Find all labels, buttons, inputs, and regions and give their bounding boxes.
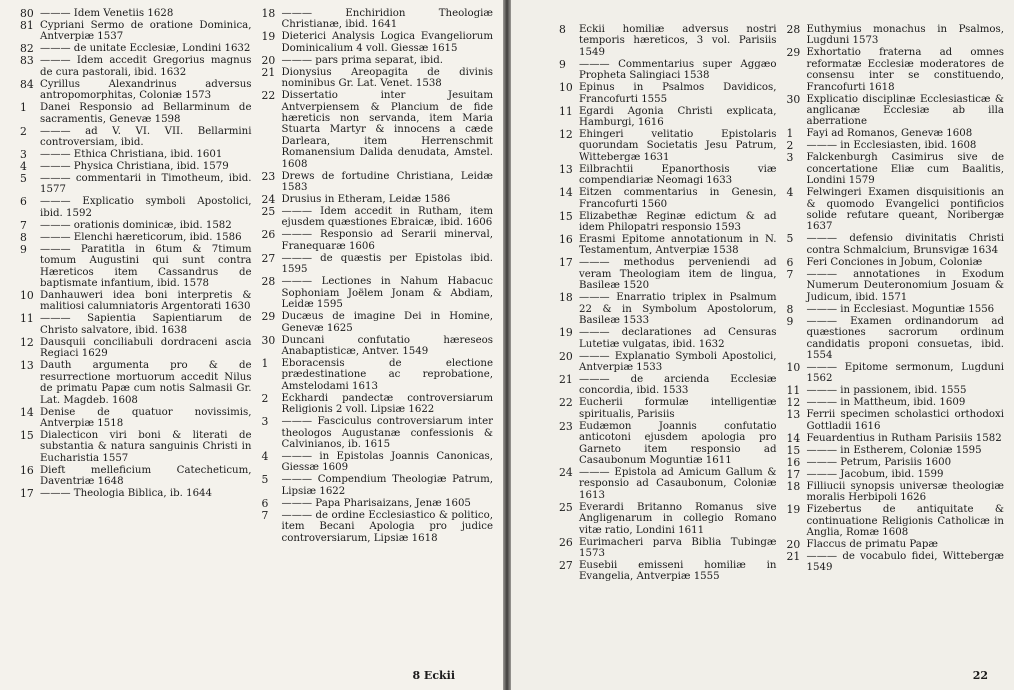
entry-text: ——— pars prima separat, ibid. [281, 54, 444, 66]
entry-number: 11 [20, 312, 34, 326]
catalog-entry [559, 397, 777, 420]
catalog-entry [559, 537, 777, 560]
entry-number: 14 [20, 405, 34, 419]
entry-text: Euthymius monachus in Psalmos, Lugduni 1573 [806, 24, 1004, 47]
catalog-entry [20, 126, 252, 149]
entry-text: Cyrillus Alexandrinus adversus antropomorphitas, Coloniæ 1573 [40, 78, 252, 102]
entry-number: 21 [261, 65, 276, 79]
entry-number: 23 [261, 169, 276, 183]
entry-text: Feuardentius in Rutham Parisiis 1582 [806, 432, 1002, 444]
entry-text: ——— Enchiridion Theologiæ Christianæ, ibid. 1641 [281, 8, 493, 31]
entry-text: ——— Fasciculus controversiarum inter theologos Augustanæ confessionis & Calvinianos, ib. 1615 [281, 416, 493, 450]
catalog-entry [787, 469, 1005, 480]
entry-text: ——— de arcienda Ecclesiæ concordia, ibid. 1533 [579, 373, 777, 397]
catalog-entry [787, 551, 1005, 574]
entry-text: ——— in Mattheum, ibid. 1609 [806, 397, 966, 409]
entry-number: 10 [786, 360, 801, 374]
entry-number: 5 [261, 473, 269, 487]
entry-text: Fizebertus de antiquitate & continuatione Religionis Catholicæ in Anglia, Romæ 1608 [806, 504, 1004, 538]
entry-text: Dionysius Areopagita de divinis nominibus Gr. Lat. Venet. 1538 [281, 66, 493, 90]
entry-text: ——— annotationes in Exodum Numerum Deuteronomium Josuam & Judicum, ibid. 1571 [806, 268, 1004, 303]
entry-text: ——— Petrum, Parisiis 1600 [806, 456, 952, 468]
catalog-entry [787, 257, 1005, 268]
entry-text: ——— in passionem, ibid. 1555 [806, 385, 967, 397]
entry-number: 11 [559, 104, 573, 118]
catalog-entry [262, 8, 494, 31]
catalog-entry [559, 129, 777, 163]
entry-text: Fayi ad Romanos, Genevæ 1608 [806, 128, 973, 140]
catalog-entry [559, 24, 777, 58]
entry-number: 1 [20, 101, 27, 115]
catalog-entry [20, 55, 252, 78]
catalog-entry [787, 481, 1005, 504]
entry-number: 8 [20, 230, 27, 244]
entry-number: 20 [559, 349, 573, 363]
entry-text: ——— declarationes ad Censuras Lutetiæ vulgatas, ibid. 1632 [579, 327, 777, 350]
right-page-column-2 [787, 24, 1005, 690]
catalog-entry [20, 407, 252, 430]
entry-number: 3 [786, 151, 794, 165]
catalog-entry [787, 385, 1005, 396]
entry-number: 15 [786, 443, 801, 457]
entry-text: ——— Theologia Biblica, ib. 1644 [40, 488, 213, 500]
entry-number: 14 [559, 186, 573, 200]
catalog-entry [262, 474, 494, 497]
entry-text: Ducæus de imagine Dei in Homine, Genevæ 1625 [281, 311, 493, 334]
entry-text: ——— Enarratio triplex in Psalmum 22 & in Symbolum Apostolorum, Basileæ 1533 [579, 292, 777, 327]
catalog-entry [787, 457, 1005, 468]
entry-text: ——— Lectiones in Nahum Habacuc Sophoniam Joëlem Jonam & Abdiam, Leidæ 1595 [281, 276, 493, 311]
catalog-entry [262, 335, 494, 358]
catchword: 8 Eckii [412, 669, 455, 682]
entry-number: 30 [786, 92, 801, 106]
catalog-entry [20, 20, 252, 43]
catalog-entry [20, 173, 252, 196]
catalog-entry [262, 229, 494, 252]
catalog-entry [20, 360, 252, 406]
entry-text: Erasmi Epitome annotationum in N. Testamentum, Antverpiæ 1538 [579, 234, 777, 257]
catalog-entry [262, 253, 494, 276]
entry-text: Explicatio disciplinæ Ecclesiasticæ & anglicanæ Ecclesiæ ab illa aberratione [806, 93, 1004, 128]
entry-number: 15 [20, 428, 34, 442]
catalog-entry [262, 194, 494, 205]
entry-number: 10 [20, 289, 34, 303]
entry-number: 8 [559, 23, 566, 36]
catalog-entry [787, 409, 1005, 432]
catalog-entry [787, 445, 1005, 456]
entry-number: 81 [20, 19, 34, 32]
entry-number: 8 [786, 302, 794, 316]
catalog-entry [262, 393, 494, 416]
entry-text: ——— Compendium Theologiæ Patrum, Lipsiæ 1622 [281, 474, 493, 497]
catalog-entry [262, 311, 494, 334]
catalog-entry [559, 59, 777, 82]
entry-number: 1 [786, 127, 794, 141]
entry-text: Everardi Britanno Romanus sive Angligenarum in collegio Romano vitæ ratio, Londini 1611 [579, 501, 777, 536]
right-page-column-1 [559, 24, 777, 690]
entry-number: 28 [786, 23, 801, 36]
catalog-entry [262, 31, 494, 54]
catalog-entry [787, 433, 1005, 444]
catalog-entry [559, 560, 777, 583]
catalog-entry [20, 313, 252, 336]
entry-text: Eilbrachtii Epanorthosis viæ compendiariæ Neomagi 1633 [579, 163, 777, 187]
entry-number: 11 [786, 384, 801, 398]
entry-text: ——— Epistola ad Amicum Gallum & responsio ad Casaubonum, Coloniæ 1613 [579, 466, 777, 501]
catalog-entry [20, 8, 252, 19]
entry-text: Eboracensis de electione prædestinatione ac reprobatione, Amstelodami 1613 [281, 357, 493, 392]
catalog-entry [20, 465, 252, 488]
entry-text: ——— Explicatio symboli Apostolici, ibid. 1592 [40, 196, 252, 219]
entry-number: 16 [559, 233, 573, 247]
catalog-entry [787, 24, 1005, 47]
entry-number: 82 [20, 42, 34, 56]
entry-text: ——— Commentarius super Aggæo Propheta Salingiaci 1538 [579, 58, 777, 82]
right-page [511, 0, 1014, 690]
entry-text: ——— Epitome sermonum, Lugduni 1562 [806, 361, 1004, 385]
entry-text: Elizabethæ Reginæ edictum & ad idem Philopatri responsio 1593 [579, 210, 777, 234]
entry-number: 22 [559, 396, 573, 410]
catalog-entry [787, 397, 1005, 408]
catalog-entry [20, 488, 252, 499]
entry-number: 18 [559, 291, 573, 305]
entry-number: 80 [20, 7, 34, 20]
entry-number: 24 [559, 465, 573, 479]
entry-text: ——— Ethica Christiana, ibid. 1601 [40, 149, 223, 161]
entry-text: Eitzen commentarius in Genesin, Francofurti 1560 [579, 187, 777, 210]
entry-number: 13 [20, 359, 34, 373]
catalog-entry [262, 67, 494, 90]
left-page [0, 0, 503, 690]
entry-number: 24 [261, 193, 276, 207]
entry-number: 14 [786, 431, 801, 445]
catalog-entry [262, 498, 494, 509]
entry-text: ——— de ordine Ecclesiastico & politico, item Becani Apologia pro judice controversiarum, Lipsiæ 1618 [281, 509, 493, 544]
catalog-entry [20, 244, 252, 290]
entry-text: Eurimacheri parva Biblia Tubingæ 1573 [579, 536, 777, 559]
entry-number: 20 [786, 537, 801, 551]
entry-text: ——— Physica Christiana, ibid. 1579 [40, 161, 229, 173]
catalog-entry [20, 196, 252, 219]
catalog-entry [559, 327, 777, 350]
entry-text: Dauth argumenta pro & de resurrectione mortuorum accedit Nilus de primatu Papæ cum notis Salmasii Gr. Lat. Magdeb. 1608 [40, 360, 252, 406]
entry-text: Epinus in Psalmos Davidicos, Francofurti 1555 [579, 82, 777, 105]
catalog-entry [20, 232, 252, 243]
entry-number: 12 [20, 335, 34, 349]
entry-text: ——— Sapientia Sapientiarum de Christo salvatore, ibid. 1638 [40, 313, 252, 336]
entry-text: Drusius in Etheram, Leidæ 1586 [281, 194, 451, 206]
entry-text: ——— commentarii in Timotheum, ibid. 1577 [40, 173, 252, 196]
entry-number: 23 [559, 419, 573, 433]
entry-text: ——— in Epistolas Joannis Canonicas, Giessæ 1609 [281, 450, 493, 474]
entry-number: 4 [20, 160, 27, 174]
entry-number: 30 [261, 333, 276, 347]
entry-number: 83 [20, 54, 34, 68]
entry-number: 25 [559, 500, 573, 514]
catalog-entry [262, 90, 494, 170]
entry-number: 3 [20, 148, 27, 162]
entry-number: 4 [786, 186, 794, 200]
entry-text: ——— Papa Pharisaizans, Jenæ 1605 [281, 497, 471, 509]
entry-text: ——— Jacobum, ibid. 1599 [806, 468, 944, 480]
catalog-entry [262, 171, 494, 194]
entry-text: ——— Paratitla in 6tum & 7timum tomum Augustini qui sunt contra Hæreticos item Cassandrus de baptismate infantium, ibid. 1578 [40, 243, 252, 290]
entry-number: 18 [786, 479, 801, 493]
entry-number: 4 [261, 449, 269, 463]
entry-number: 10 [559, 81, 573, 95]
entry-text: Egardi Agonia Christi explicata, Hamburgi, 1616 [579, 105, 777, 129]
entry-number: 84 [20, 77, 34, 91]
book-gutter [503, 0, 511, 690]
catalog-entry [559, 82, 777, 105]
entry-number: 9 [20, 242, 27, 256]
catalog-entry [559, 374, 777, 397]
entry-text: Filliucii synopsis universæ theologiæ moralis Herbipoli 1626 [806, 480, 1004, 504]
catalog-entry [787, 233, 1005, 256]
entry-number: 18 [261, 7, 276, 20]
entry-text: Eusebii emisseni homiliæ in Evangelia, Antverpiæ 1555 [579, 559, 777, 583]
entry-number: 7 [786, 267, 794, 281]
entry-text: ——— orationis dominicæ, ibid. 1582 [40, 219, 232, 231]
entry-text: Eckii homiliæ adversus nostri temporis hæreticos, 3 vol. Parisiis 1549 [579, 24, 777, 58]
entry-text: Ferrii specimen scholastici orthodoxi Gottladii 1616 [806, 409, 1004, 432]
catalog-entry [262, 416, 494, 450]
entry-text: Dieterici Analysis Logica Evangeliorum Dominicalium 4 voll. Giessæ 1615 [281, 31, 493, 54]
entry-text: Eucherii formulæ intelligentiæ spiritualis, Parisiis [579, 397, 777, 420]
entry-number: 17 [786, 467, 801, 481]
entry-text: Danhauweri idea boni interpretis & malitiosi calumniatoris Argentorati 1630 [40, 290, 252, 313]
entry-text: Danei Responsio ad Bellarminum de sacramentis, Genevæ 1598 [40, 102, 252, 125]
catalog-entry [262, 206, 494, 229]
entry-number: 13 [786, 408, 801, 422]
catalog-entry [787, 316, 1005, 362]
catalog-entry [559, 187, 777, 210]
entry-text: Dialecticon viri boni & literati de substantia & natura sanguinis Christi in Eucharistia 1557 [40, 429, 252, 464]
entry-text: Dausquii conciliabuli dordraceni ascia Regiaci 1629 [40, 336, 252, 360]
entry-text: Drews de fortudine Christiana, Leidæ 1583 [281, 170, 493, 194]
catalog-entry [559, 234, 777, 257]
catalog-entry [787, 269, 1005, 303]
entry-text: Dieft melleficium Catecheticum, Daventriæ 1648 [40, 464, 252, 488]
catalog-entry [20, 430, 252, 464]
catalog-entry [559, 211, 777, 234]
entry-text: ——— de unitate Ecclesiæ, Londini 1632 [40, 43, 251, 55]
catalog-entry [262, 276, 494, 310]
entry-number: 9 [786, 314, 794, 328]
catalog-entry [20, 79, 252, 102]
entry-number: 25 [261, 205, 276, 219]
entry-text: ——— de vocabulo fidei, Wittebergæ 1549 [806, 550, 1004, 574]
entry-number: 29 [261, 310, 276, 324]
catalog-entry [559, 106, 777, 129]
entry-number: 16 [20, 463, 34, 477]
entry-text: Feri Conciones in Jobum, Coloniæ [806, 256, 983, 268]
entry-text: ——— Idem Venetiis 1628 [40, 8, 174, 19]
entry-text: ——— methodus perveniendi ad veram Theologiam item de lingua, Basileæ 1520 [579, 257, 777, 292]
catalog-entry [262, 358, 494, 392]
entry-number: 22 [261, 89, 276, 103]
catalog-entry [262, 510, 494, 544]
catalog-entry [559, 502, 777, 536]
entry-text: Dissertatio inter Jesuitam Antverpiensem & Plancium de fide hæreticis non servanda, item Maria Stuarta Martyr & innocens a cæde Darleara, item Herrenschmit Romanensium Dalida denudata, Amstel. 1608 [281, 90, 493, 170]
entry-number: 27 [559, 558, 573, 572]
entry-number: 2 [20, 124, 27, 138]
entry-text: ——— ad V. VI. VII. Bellarmini controversiam, ibid. [40, 125, 252, 149]
catalog-entry [559, 467, 777, 501]
catalog-entry [20, 149, 252, 160]
entry-number: 7 [261, 508, 269, 522]
catalog-entry [262, 451, 494, 474]
entry-text: Flaccus de primatu Papæ [806, 538, 938, 550]
entry-text: Denise de quatuor novissimis, Antverpiæ 1518 [40, 406, 252, 429]
catalog-entry [787, 152, 1005, 186]
entry-text: Duncani confutatio hæreseos Anabaptisticæ, Antver. 1549 [281, 334, 493, 357]
entry-text: Exhortatio fraterna ad omnes reformatæ Ecclesiæ moderatores de consensu inter se constituendo, Francofurti 1618 [806, 47, 1004, 93]
entry-number: 3 [261, 415, 269, 429]
catalog-entry [787, 504, 1005, 538]
catalog-entry [559, 164, 777, 187]
entry-text: ——— de quæstis per Epistolas ibid. 1595 [281, 252, 493, 276]
entry-text: ——— defensio divinitatis Christi contra Schmalcium, Brunsvigæ 1634 [806, 233, 1004, 256]
catalog-entry [787, 94, 1005, 128]
entry-number: 26 [261, 228, 276, 242]
entry-number: 27 [261, 251, 276, 265]
catalog-entry [20, 102, 252, 125]
catalog-entry [787, 187, 1005, 233]
entry-number: 17 [559, 256, 573, 270]
catalog-entry [20, 43, 252, 54]
entry-number: 1 [261, 356, 269, 370]
entry-number: 6 [786, 255, 794, 269]
catalog-entry [559, 257, 777, 291]
catalog-entry [20, 220, 252, 231]
entry-number: 19 [786, 503, 801, 517]
entry-text: Cypriani Sermo de oratione Dominica, Antverpiæ 1537 [40, 20, 252, 43]
catalog-entry [787, 539, 1005, 550]
catalog-entry [559, 292, 777, 326]
entry-text: ——— Explanatio Symboli Apostolici, Antverpiæ 1533 [579, 350, 777, 373]
entry-number: 2 [786, 139, 794, 153]
entry-number: 5 [786, 232, 794, 246]
entry-text: Felwingeri Examen disquisitionis an & quomodo Evangelici pontificios solide refutare queant, Noribergæ 1637 [806, 187, 1004, 233]
catalog-entry [787, 47, 1005, 93]
entry-number: 26 [559, 535, 573, 549]
entry-number: 19 [261, 30, 276, 44]
entry-number: 21 [786, 549, 801, 563]
entry-text: Eudæmon Joannis confutatio anticotoni ejusdem apologia pro Garneto item responsio ad Casaubonum Moguntiæ 1611 [579, 420, 777, 466]
entry-number: 6 [261, 496, 269, 510]
entry-text: ——— in Estherem, Coloniæ 1595 [806, 444, 982, 456]
catalog-entry [787, 128, 1005, 139]
left-page-column-1 [20, 8, 252, 690]
left-page-column-2 [262, 8, 494, 690]
entry-text: ——— Responsio ad Serarii minerval, Franequaræ 1606 [281, 229, 493, 252]
entry-text: ——— Idem accedit in Rutham, item ejusdem quæstiones Ebraicæ, ibid. 1606 [281, 206, 493, 229]
entry-number: 5 [20, 172, 27, 186]
entry-text: ——— in Ecclesiast. Moguntiæ 1556 [806, 303, 995, 315]
entry-text: ——— in Ecclesiasten, ibid. 1608 [806, 140, 977, 152]
entry-number: 28 [261, 275, 276, 289]
entry-number: 9 [559, 57, 566, 71]
entry-number: 16 [786, 455, 801, 469]
entry-number: 20 [261, 53, 276, 67]
entry-number: 2 [261, 391, 269, 405]
entry-text: Eckhardi pandectæ controversiarum Religionis 2 voll. Lipsiæ 1622 [281, 392, 493, 416]
entry-number: 21 [559, 372, 573, 386]
catalog-entry [559, 421, 777, 467]
entry-number: 12 [786, 396, 801, 410]
entry-text: ——— Elenchi hæreticorum, ibid. 1586 [40, 231, 242, 243]
catalog-entry [787, 362, 1005, 385]
entry-text: ——— Examen ordinandorum ad quæstiones sacrorum ordinum candidatis proponi consuetas, ibid. 1554 [806, 315, 1004, 361]
catalog-entry [262, 55, 494, 66]
entry-number: 12 [559, 128, 573, 142]
entry-text: Falckenburgh Casimirus sive de concertatione Eliæ cum Baalitis, Londini 1579 [806, 152, 1004, 187]
entry-number: 6 [20, 195, 27, 209]
catalog-entry [559, 351, 777, 374]
catalog-entry [20, 161, 252, 172]
catalog-entry [20, 290, 252, 313]
entry-number: 13 [559, 162, 573, 176]
entry-text: ——— Idem accedit Gregorius magnus de cura pastorali, ibid. 1632 [40, 55, 252, 78]
entry-number: 29 [786, 46, 801, 60]
entry-number: 15 [559, 209, 573, 223]
catalog-entry [787, 140, 1005, 151]
entry-number: 17 [20, 487, 34, 501]
catalog-entry [787, 304, 1005, 315]
entry-text: Ehingeri velitatio Epistolaris quorundam Societatis Jesu Patrum, Wittebergæ 1631 [579, 129, 777, 163]
page-number: 22 [972, 669, 988, 682]
entry-number: 7 [20, 218, 27, 232]
catalog-entry [20, 337, 252, 360]
entry-number: 19 [559, 326, 573, 340]
